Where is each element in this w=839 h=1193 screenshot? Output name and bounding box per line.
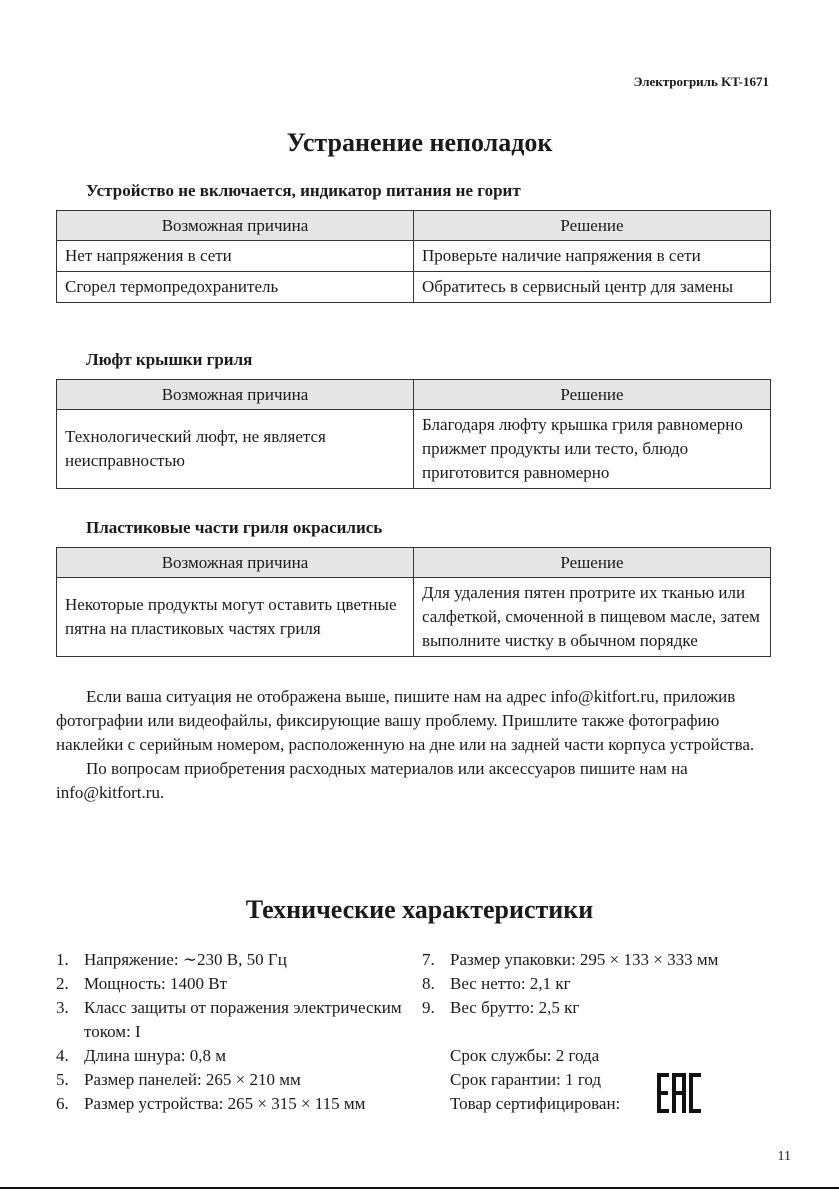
list-item bbox=[56, 972, 411, 996]
item-number: 9. bbox=[422, 998, 435, 1017]
list-item bbox=[56, 1044, 411, 1068]
item-number: 1. bbox=[56, 950, 69, 969]
cause-cell: Нет напряжения в сети bbox=[57, 241, 414, 272]
table-row bbox=[57, 578, 771, 657]
solution-cell: Для удаления пятен протрите их тканью или салфеткой, смоченной в пищевом масле, затем выполните чистку в обычном порядке bbox=[414, 578, 771, 657]
cause-cell: Сгорел термопредохранитель bbox=[57, 272, 414, 303]
item-text: Размер панелей: 265 × 210 мм bbox=[84, 1070, 301, 1089]
warranty: Срок гарантии: 1 год bbox=[450, 1070, 602, 1089]
specs-list-right bbox=[422, 948, 782, 1116]
footer-rule bbox=[0, 1187, 839, 1189]
item-number: 5. bbox=[56, 1070, 69, 1089]
section-heading-plastic-stains: Пластиковые части гриля окрасились bbox=[86, 518, 383, 537]
item-text: Вес брутто: 2,5 кг bbox=[450, 998, 580, 1017]
column-header-cause: Возможная причина bbox=[57, 211, 414, 241]
cause-cell: Технологический люфт, не является неисправностью bbox=[57, 410, 414, 489]
item-number: 2. bbox=[56, 974, 69, 993]
list-item bbox=[422, 996, 782, 1020]
solution-cell: Обратитесь в сервисный центр для замены bbox=[414, 272, 771, 303]
section-heading-lid-play: Люфт крышки гриля bbox=[86, 350, 253, 369]
column-header-solution: Решение bbox=[414, 548, 771, 578]
troubleshooting-title: Устранение неполадок bbox=[286, 128, 553, 157]
item-text: Мощность: 1400 Вт bbox=[84, 974, 228, 993]
list-item bbox=[422, 948, 782, 972]
eac-certification-icon bbox=[657, 1073, 701, 1113]
column-header-solution: Решение bbox=[414, 211, 771, 241]
specs-list-left bbox=[56, 948, 411, 1116]
cause-cell: Некоторые продукты могут оставить цветные пятна на пластиковых частях гриля bbox=[57, 578, 414, 657]
item-text: Класс защиты от поражения электрическим током: I bbox=[84, 998, 402, 1041]
item-number: 8. bbox=[422, 974, 435, 993]
table-header-row bbox=[57, 211, 771, 241]
list-item bbox=[56, 1092, 411, 1116]
document-header: Электрогриль KT-1671 bbox=[633, 74, 769, 89]
service-life: Срок службы: 2 года bbox=[450, 1046, 600, 1065]
consumables-paragraph: По вопросам приобретения расходных материалов или аксессуаров пишите нам на info@kitfort.ru. bbox=[56, 759, 688, 802]
list-item bbox=[422, 972, 782, 996]
item-number: 7. bbox=[422, 950, 435, 969]
item-number: 4. bbox=[56, 1046, 69, 1065]
table-lid-play bbox=[56, 379, 771, 489]
item-text: Напряжение: ∼230 В, 50 Гц bbox=[84, 950, 287, 969]
item-number: 6. bbox=[56, 1094, 69, 1113]
table-header-row bbox=[57, 380, 771, 410]
table-row bbox=[57, 241, 771, 272]
item-number: 3. bbox=[56, 998, 69, 1017]
specs-title: Технические характеристики bbox=[245, 895, 594, 924]
page-number: 11 bbox=[777, 1149, 791, 1164]
table-header-row bbox=[57, 548, 771, 578]
solution-cell: Проверьте наличие напряжения в сети bbox=[414, 241, 771, 272]
section-heading-no-power: Устройство не включается, индикатор питания не горит bbox=[86, 181, 521, 200]
item-text: Размер устройства: 265 × 315 × 115 мм bbox=[84, 1094, 366, 1113]
table-row bbox=[57, 410, 771, 489]
column-header-cause: Возможная причина bbox=[57, 380, 414, 410]
column-header-solution: Решение bbox=[414, 380, 771, 410]
item-text: Размер упаковки: 295 × 133 × 333 мм bbox=[450, 950, 719, 969]
item-text: Длина шнура: 0,8 м bbox=[84, 1046, 227, 1065]
list-item bbox=[56, 948, 411, 972]
contact-paragraphs bbox=[56, 685, 772, 805]
solution-cell: Благодаря люфту крышка гриля равномерно прижмет продукты или тесто, блюдо приготовится равномерно bbox=[414, 410, 771, 489]
item-text: Вес нетто: 2,1 кг bbox=[450, 974, 571, 993]
table-no-power bbox=[56, 210, 771, 303]
table-row bbox=[57, 272, 771, 303]
column-header-cause: Возможная причина bbox=[57, 548, 414, 578]
list-item bbox=[56, 996, 411, 1044]
list-item bbox=[56, 1068, 411, 1092]
contact-paragraph: Если ваша ситуация не отображена выше, пишите нам на адрес info@kitfort.ru, приложив фотографии или видеофайлы, фиксирующие вашу проблему. Пришлите также фотографию наклейки с серийным номером, расположенную на дне или на задней части корпуса устройства. bbox=[56, 687, 755, 754]
certified-label: Товар сертифицирован: bbox=[450, 1094, 621, 1113]
table-plastic-stains bbox=[56, 547, 771, 657]
